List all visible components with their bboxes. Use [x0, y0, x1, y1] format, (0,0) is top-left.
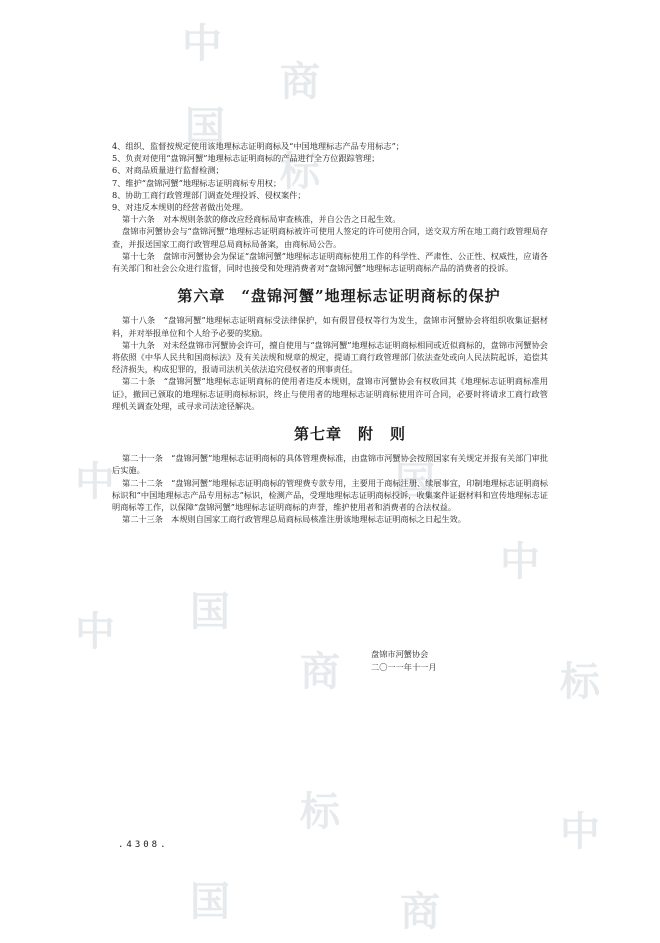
signature-date: 二〇一一年十一月 — [371, 662, 437, 672]
watermark-char: 标 — [300, 789, 340, 835]
article-21: 第二十一条 “盘锦河蟹”地理标志证明商标的具体管理费标准，由盘锦市河蟹协会按照国家有关规定并报有关部门审批后实施。 — [112, 453, 548, 476]
watermark-char: 商 — [400, 889, 440, 935]
watermark-char: 国 — [190, 879, 230, 925]
article-19: 第十九条 对未经盘锦市河蟹协会许可，擅自使用与“盘锦河蟹”地理标志证明商标相同或近似商标的，盘锦市河蟹协会将依照《中华人民共和国商标法》及有关法规和规章的规定，提请工商行政管理部门依法查处或向人民法院起诉，追偿其经济损失，构成犯罪的，报请司法机关依法追究侵权者的刑事责任。 — [112, 339, 548, 375]
list-item: 5、负责对使用“盘锦河蟹”地理标志证明商标的产品进行全方位跟踪管理； — [112, 153, 380, 164]
signature-org: 盘锦市河蟹协会 — [371, 649, 429, 659]
list-item: 4、组织、监督按规定使用该地理标志证明商标及“中国地理标志产品专用标志”； — [112, 141, 404, 151]
list-item: 9、对违反本规则的经营者做出处理。 — [112, 202, 249, 213]
signature-block — [371, 648, 437, 674]
page-number: .4308. — [118, 840, 169, 850]
list-item: 8、协助工商行政管理部门调查处理投诉、侵权案件； — [112, 189, 306, 200]
watermark-char: 国 — [190, 589, 230, 635]
watermark-char: 商 — [280, 59, 320, 105]
watermark-char: 商 — [300, 649, 340, 695]
watermark-char: 国 — [395, 459, 435, 505]
document-body — [112, 140, 548, 525]
watermark-char: 标 — [280, 149, 320, 195]
article-23: 第二十三条 本规则自国家工商行政管理总局商标局核准注册该地理标志证明商标之日起生效。 — [122, 514, 466, 525]
watermark-char: 中 — [182, 21, 222, 67]
watermark-char: 中 — [75, 609, 115, 655]
article-16: 第十六条 对本规则条款的修改应经商标局审查核准，并自公告之日起生效。 — [122, 214, 401, 225]
watermark-char: 国 — [185, 104, 225, 150]
watermark-char: 中 — [500, 539, 540, 585]
watermark-char: 标 — [560, 659, 600, 705]
article-17: 第十七条 盘锦市河蟹协会为保证“盘锦河蟹”地理标志证明商标使用工作的科学性、严肃性、公正性、权威性，应请各有关部门和社会公众进行监督，同时也接受和处理消费者对“盘锦河蟹”地理标志证明商标产品的消费者的投诉。 — [112, 250, 548, 274]
article-22: 第二十二条 “盘锦河蟹”地理标志证明商标的管理费专款专用，主要用于商标注册、续展事宜，印制地理标志证明商标标识和“中国地理标志产品专用标志”标识，检测产品，受理地理标志证明商标投诉，收集案件证据材料和宣传地理标志证明商标等工作，以保障“盘锦河蟹”地理标志证明商标的声誉，维护使用者和消费者的合法权益。 — [112, 477, 548, 513]
list-item: 6、对商品质量进行监督检测； — [112, 165, 224, 176]
article-16-paragraph: 盘锦市河蟹协会与“盘锦河蟹”地理标志证明商标被许可使用人签定的许可使用合同，送交双方所在地工商行政管理局存查，并报送国家工商行政管理总局商标局备案，由商标局公告。 — [112, 226, 548, 249]
chapter-6-heading: 第六章 “盘锦河蟹”地理标志证明商标的保护 — [177, 287, 501, 306]
article-20: 第二十条 “盘锦河蟹”地理标志证明商标的使用者违反本规则，盘锦市河蟹协会有权收回其《地理标志证明商标准用证》，撤回已颁取的地理标志证明商标标识，终止与使用者的地理标志证明商标使用许可合同，必要时将请求工商行政管理机关调查处理，或寻求司法途径解决。 — [112, 376, 548, 411]
watermark-char: 中 — [75, 459, 115, 505]
chapter-7-heading: 第七章 附 则 — [293, 425, 406, 444]
article-18: 第十八条 “盘锦河蟹”地理标志证明商标受法律保护，如有假冒侵权等行为发生，盘锦市河蟹协会将组织收集证据材料，并对举报单位和个人给予必要的奖励。 — [112, 315, 548, 338]
list-item: 7、维护“盘锦河蟹”地理标志证明商标专用权； — [112, 177, 282, 188]
watermark-char: 中 — [560, 809, 600, 855]
